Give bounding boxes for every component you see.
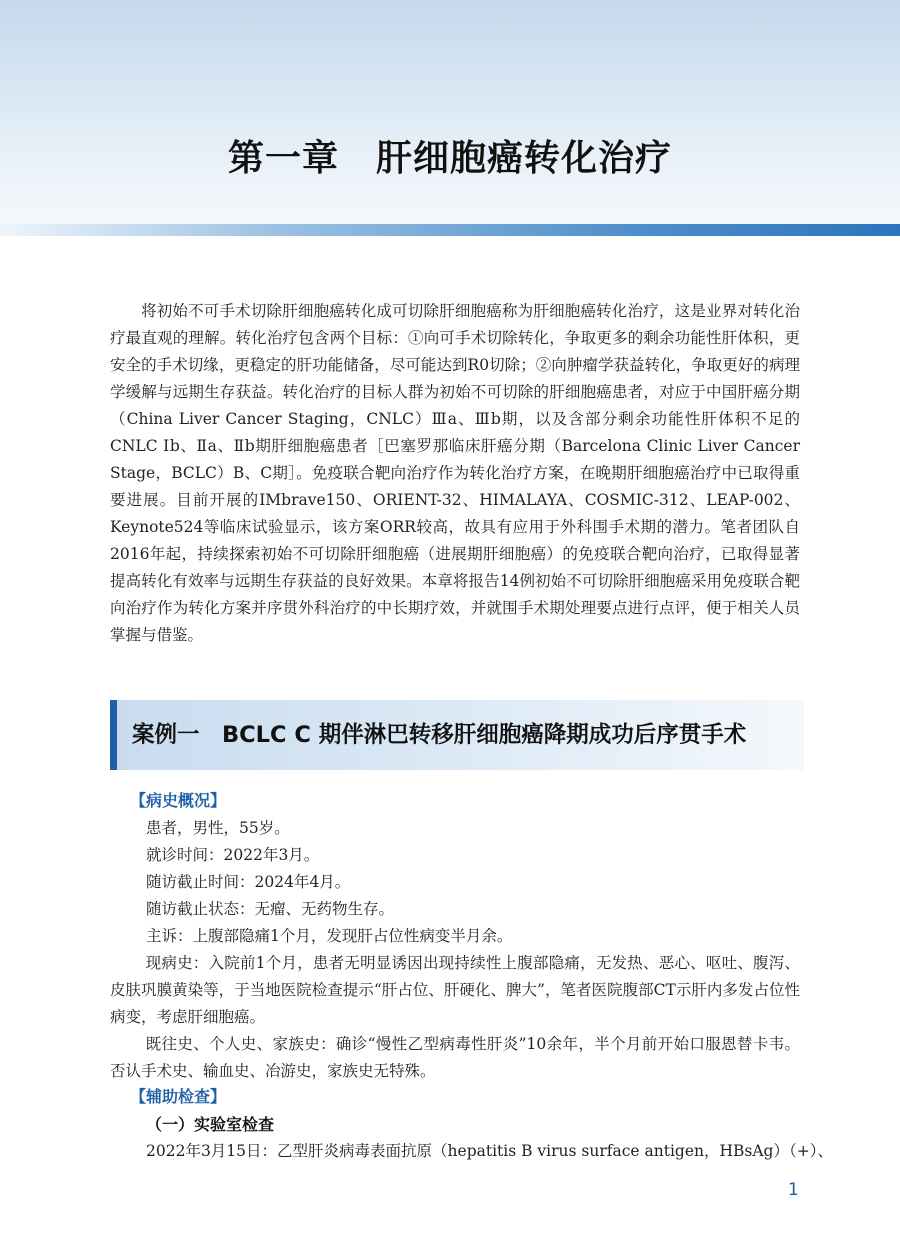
case-banner [110,700,804,770]
lab-subheading: （一）实验室检查 [146,1115,275,1134]
case-banner-accent-bar [110,700,117,770]
present-illness-paragraph: 现病史：入院前1个月，患者无明显诱因出现持续性上腹部隐痛，无发热、恶心、呕吐、腹泻、皮肤巩膜黄染等，于当地医院检查提示“肝占位、肝硬化、脾大”，笔者医院腹部CT示肝内多发占位性病变，考虑肝细胞癌。 [110,954,800,1026]
lab-result-line: 2022年3月15日：乙型肝炎病毒表面抗原（hepatitis B virus surface antigen，HBsAg）（+）、 [146,1142,833,1160]
past-history-paragraph: 既往史、个人史、家族史：确诊“慢性乙型病毒性肝炎”10余年，半个月前开始口服恩替卡韦。否认手术史、输血史、冶游史，家族史无特殊。 [110,1035,800,1080]
chief-complaint-line: 主诉：上腹部隐痛1个月，发现肝占位性病变半月余。 [146,927,513,945]
chapter-header-band [0,0,900,232]
chapter-title: 第一章 肝细胞癌转化治疗 [227,138,672,179]
followup-status-line: 随访截止状态：无瘤、无药物生存。 [146,900,395,918]
patient-line: 患者，男性，55岁。 [146,819,290,837]
header-accent-stripe [0,224,900,236]
auxiliary-heading: 【辅助检查】 [130,1087,227,1106]
visit-time-line: 就诊时间：2022年3月。 [146,846,320,864]
case-title: 案例一 BCLC C 期伴淋巴转移肝细胞癌降期成功后序贯手术 [132,722,747,748]
followup-end-line: 随访截止时间：2024年4月。 [146,873,351,891]
history-heading: 【病史概况】 [130,791,227,810]
intro-paragraph: 将初始不可手术切除肝细胞癌转化成可切除肝细胞癌称为肝细胞癌转化治疗，这是业界对转化治疗最直观的理解。转化治疗包含两个目标：①向可手术切除转化，争取更多的剩余功能性肝体积，更安全的手术切缘，更稳定的肝功能储备，尽可能达到R0切除；②向肿瘤学获益转化，争取更好的病理学缓解与远期生存获益。转化治疗的目标人群为初始不可切除的肝细胞癌患者，对应于中国肝癌分期（China Liver Cancer Staging，CNLC）Ⅲa、Ⅲb期，以及含部分剩余功能性肝体积不足的CNLC Ⅰb、Ⅱa、Ⅱb期肝细胞癌患者［巴塞罗那临床肝癌分期（Barcelona Clinic Liver Cancer Stage，BCLC）B、C期］。免疫联合靶向治疗作为转化治疗方案，在晚期肝细胞癌治疗中已取得重要进展。目前开展的IMbrave150、ORIENT-32、HIMALAYA、COSMIC-312、LEAP-002、Keynote524等临床试验显示，该方案ORR较高，故具有应用于外科围手术期的潜力。笔者团队自2016年起，持续探索初始不可切除肝细胞癌（进展期肝细胞癌）的免疫联合靶向治疗，已取得显著提高转化有效率与远期生存获益的良好效果。本章将报告14例初始不可切除肝细胞癌采用免疫联合靶向治疗作为转化方案并序贯外科治疗的中长期疗效，并就围手术期处理要点进行点评，便于相关人员掌握与借鉴。 [110,302,800,644]
page-number: 1 [788,1180,799,1200]
